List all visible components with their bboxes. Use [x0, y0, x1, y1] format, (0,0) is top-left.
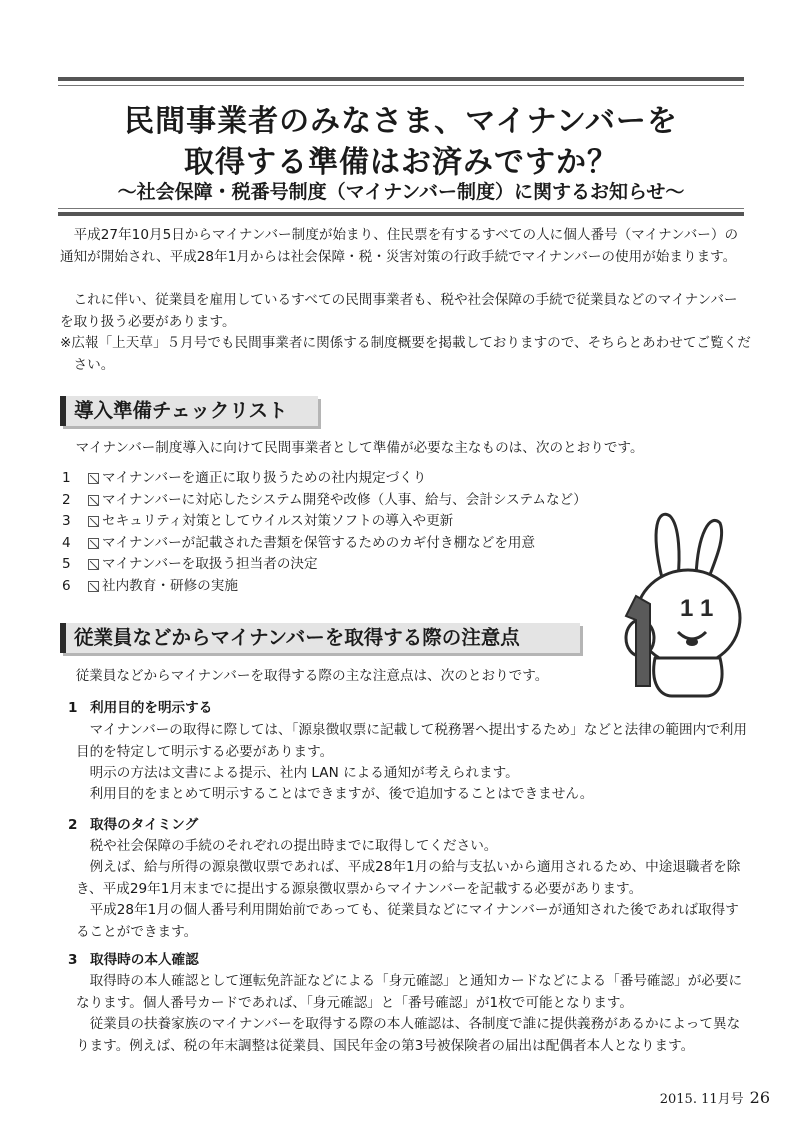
checklist-item	[62, 511, 662, 533]
subsection-1-paragraph-1: マイナンバーの取得に際しては、「源泉徴収票に記載して税務署へ提出するため」などと法律の範囲内で利用目的を特定して明示する必要があります。	[76, 722, 747, 760]
checklist-item	[62, 554, 662, 576]
checklist-item-number: 2	[62, 491, 71, 508]
title-line-2: 取得する準備はお済みですか？	[184, 145, 618, 180]
checked-box-icon	[88, 581, 99, 592]
subsection-3-paragraph-2: 従業員の扶養家族のマイナンバーを取得する際の本人確認は、各制度で誰に提供義務があるかによって異なります。例えば、税の年末調整は従業員、国民年金の第3号被保険者の届出は配偶者本人となります。	[76, 1016, 741, 1054]
subsection-1-paragraph-2: 明示の方法は文書による提示、社内 LAN による通知が考えられます。	[89, 765, 519, 781]
subsection-1-heading	[68, 698, 212, 720]
title-line-1: 民間事業者のみなさま、マイナンバーを	[124, 104, 678, 139]
issue-label: 2015. 11月号	[659, 1092, 744, 1107]
subsection-3-paragraph-1: 取得時の本人確認として運転免許証などによる「身元確認」と通知カードなどによる「番号確認」が必要になります。個人番号カードであれば、「身元確認」と「番号確認」が1枚で可能となります。	[76, 973, 743, 1011]
checklist-item-text: マイナンバーが記載された書類を保管するためのカギ付き棚などを用意	[102, 534, 536, 551]
subsection-3-heading	[68, 950, 199, 972]
subsection-1-paragraph-3: 利用目的をまとめて明示することはできますが、後で追加することはできません。	[89, 786, 594, 802]
intro-note: ※広報「上天草」５月号でも民間事業者に関係する制度概要を掲載しておりますので、そちらとあわせてご覧ください。	[60, 335, 751, 373]
checklist-item-number: 1	[62, 470, 71, 486]
checklist-item	[62, 468, 662, 490]
checklist-item-text: マイナンバーに対応したシステム開発や改修（人事、給与、会計システムなど）	[102, 491, 587, 508]
subtitle: 〜社会保障・税番号制度（マイナンバー制度）に関するお知らせ〜	[117, 181, 685, 203]
checklist-item	[62, 576, 662, 598]
checklist-item-number: 3	[62, 513, 71, 529]
subsection-2-title: 取得のタイミング	[90, 817, 199, 833]
checklist-item-text: 社内教育・研修の実施	[102, 577, 238, 594]
precautions-lead: 従業員などからマイナンバーを取得する際の主な注意点は、次のとおりです。	[75, 668, 549, 684]
checked-box-icon	[88, 495, 99, 506]
checklist-item-text: マイナンバーを適正に取り扱うための社内規定づくり	[102, 470, 427, 486]
checked-box-icon	[88, 473, 99, 484]
subsection-2-paragraph-2: 例えば、給与所得の源泉徴収票であれば、平成28年1月の給与支払いから適用されるため、中途退職者を除き、平成29年1月末までに提出する源泉徴収票からマイナンバーを記載する必要があります。	[76, 859, 741, 897]
subsection-2-heading	[68, 815, 198, 837]
checked-box-icon	[88, 559, 99, 570]
page-footer	[660, 1088, 770, 1107]
checklist-item-text: マイナンバーを取扱う担当者の決定	[102, 556, 318, 572]
header-bottom-rule-thin	[58, 208, 744, 209]
subsection-2-paragraph-3: 平成28年1月の個人番号利用開始前であっても、従業員などにマイナンバーが通知された後であれば取得することができます。	[76, 902, 739, 940]
checklist-item	[62, 533, 662, 555]
section-heading-checklist: 導入準備チェックリスト	[60, 396, 318, 426]
subsection-1-title: 利用目的を明示する	[90, 700, 213, 716]
mascot-digits: 1 1	[680, 595, 714, 622]
checked-box-icon	[88, 516, 99, 527]
checklist-lead: マイナンバー制度導入に向けて民間事業者として準備が必要な主なものは、次のとおりです。	[75, 440, 644, 456]
checked-box-icon	[88, 538, 99, 549]
subsection-2-paragraph-1: 税や社会保障の手続のそれぞれの提出時までに取得してください。	[89, 838, 498, 854]
subsection-3-title: 取得時の本人確認	[90, 952, 199, 968]
top-rule-thin	[58, 85, 744, 86]
page-number: 26	[749, 1088, 770, 1107]
subsection-1-number: 1	[68, 700, 78, 716]
top-rule-thick	[58, 77, 744, 81]
checklist-item-number: 5	[62, 556, 71, 572]
checklist-item-text: セキュリティ対策としてウイルス対策ソフトの導入や更新	[102, 513, 454, 529]
checklist-item	[62, 490, 662, 512]
checklist-item-number: 4	[62, 534, 71, 551]
subsection-2-number: 2	[68, 817, 78, 833]
subsection-3-number: 3	[68, 952, 78, 968]
intro-paragraph-1: 平成27年10月5日からマイナンバー制度が始まり、住民票を有するすべての人に個人番号（マイナンバー）の通知が開始され、平成28年1月からは社会保障・税・災害対策の行政手続でマイナンバーの使用が始まります。	[60, 227, 739, 265]
section-heading-precautions: 従業員などからマイナンバーを取得する際の注意点	[60, 623, 580, 653]
intro-paragraph-2: これに伴い、従業員を雇用しているすべての民間事業者も、税や社会保障の手続で従業員などのマイナンバーを取り扱う必要があります。	[60, 292, 738, 330]
header-bottom-rule-thick	[58, 212, 744, 216]
checklist	[62, 468, 662, 597]
checklist-item-number: 6	[62, 577, 71, 594]
